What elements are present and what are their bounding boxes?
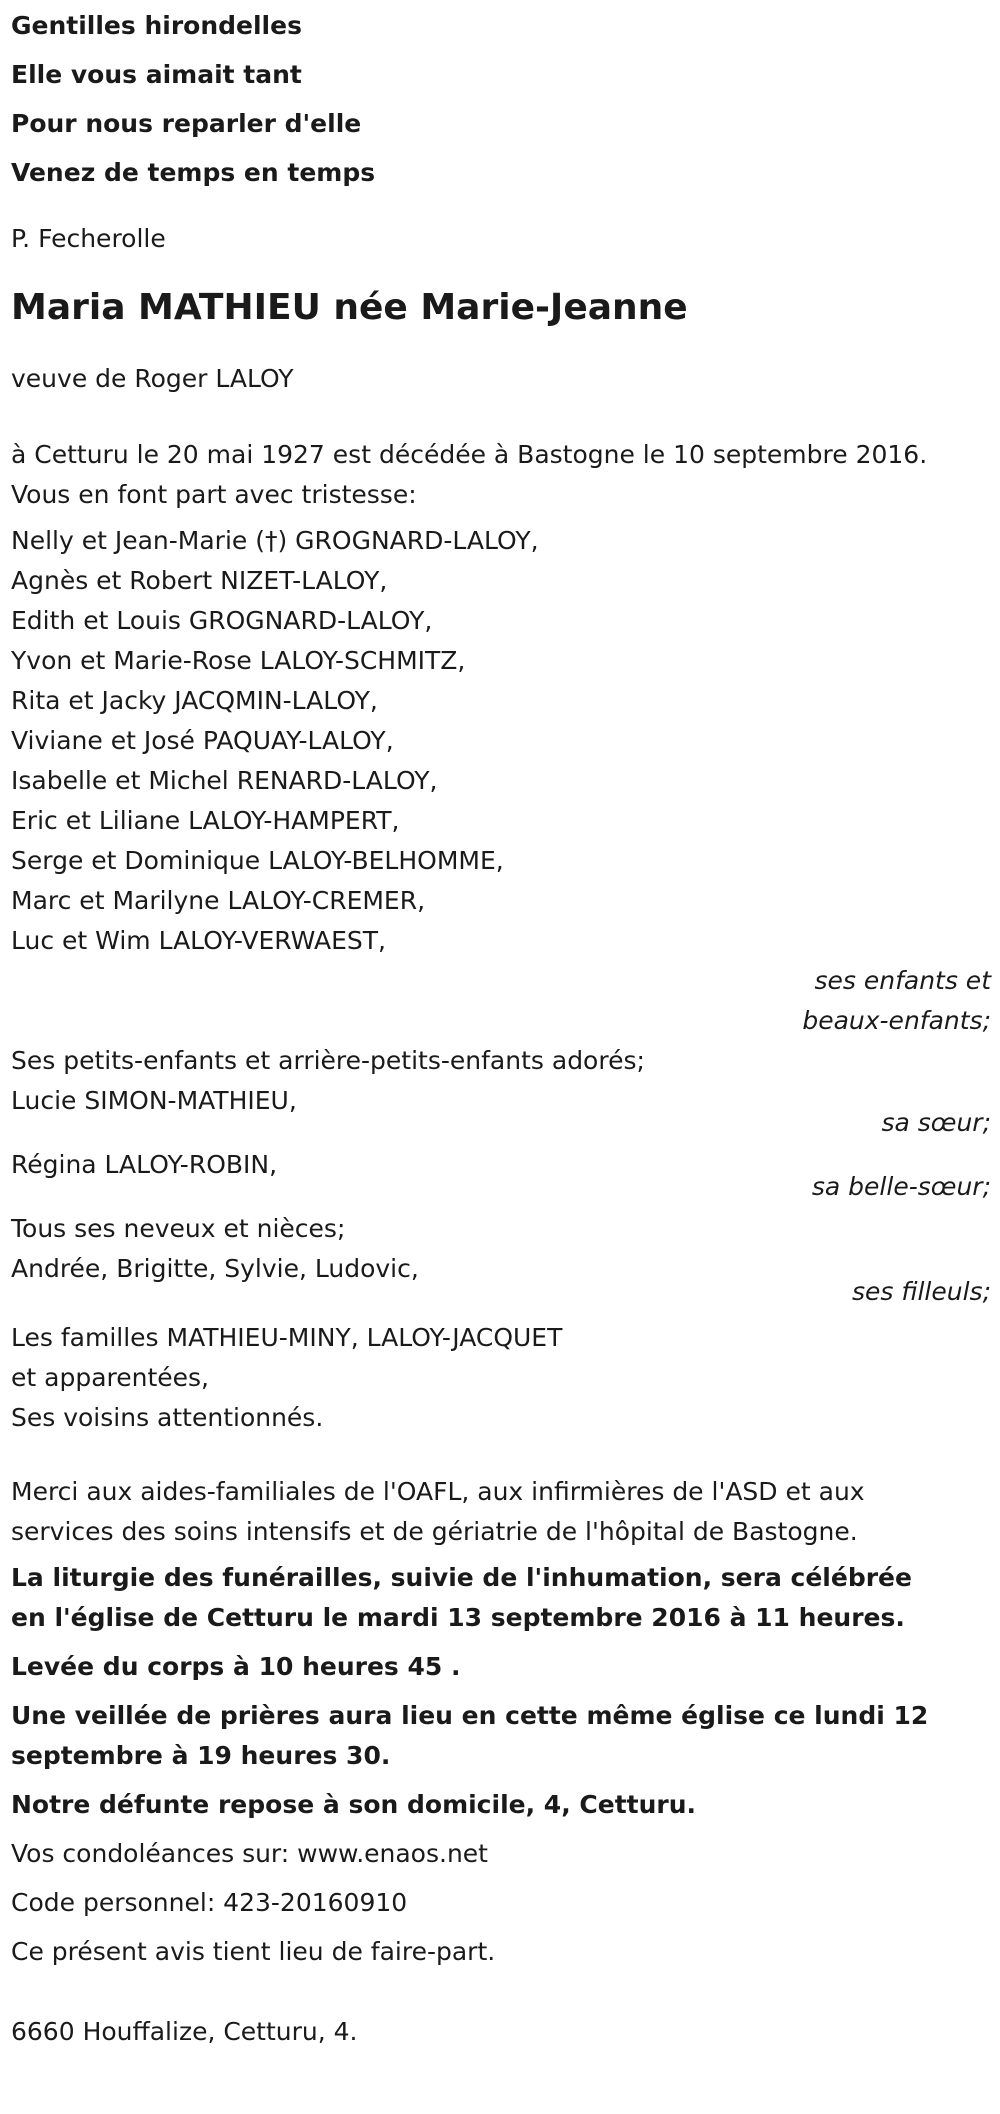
poem-line: Gentilles hirondelles <box>11 11 302 40</box>
poem <box>11 0 1000 197</box>
children-list <box>11 521 1000 961</box>
godchildren-relation: ses filleuls; <box>851 1277 991 1306</box>
levee-info: Levée du corps à 10 heures 45 . <box>11 1652 461 1681</box>
child-couple: Rita et Jacky JACQMIN-LALOY, <box>11 686 378 715</box>
address: 6660 Houffalize, Cetturu, 4. <box>11 2017 358 2046</box>
poem-line: Elle vous aimait tant <box>11 60 302 89</box>
child-couple: Viviane et José PAQUAY-LALOY, <box>11 726 394 755</box>
families-list <box>11 1318 1000 1438</box>
child-couple: Marc et Marilyne LALOY-CREMER, <box>11 886 426 915</box>
child-couple: Luc et Wim LALOY-VERWAEST, <box>11 926 386 955</box>
child-couple: Nelly et Jean-Marie (†) GROGNARD-LALOY, <box>11 526 539 555</box>
child-couple: Edith et Louis GROGNARD-LALOY, <box>11 606 433 635</box>
intro-text: Vous en font part avec tristesse: <box>11 480 417 509</box>
children-relation: ses enfants et <box>814 966 991 995</box>
sister: Lucie SIMON-MATHIEU, <box>11 1086 297 1115</box>
notice-text: Ce présent avis tient lieu de faire-part. <box>11 1937 496 1966</box>
rest-info: Notre défunte repose à son domicile, 4, Cetturu. <box>11 1790 697 1819</box>
thanks-text: Merci aux aides-familiales de l'OAFL, aux infirmières de l'ASD et aux services des soins intensifs et de gériatrie de l'hôpital de Bastogne. <box>11 1477 865 1546</box>
widow-of: veuve de Roger LALOY <box>11 364 294 393</box>
family-line: Les familles MATHIEU-MINY, LALOY-JACQUET <box>11 1323 563 1352</box>
child-couple: Serge et Dominique LALOY-BELHOMME, <box>11 846 504 875</box>
personal-code: Code personnel: 423-20160910 <box>11 1888 408 1917</box>
family-line: Ses voisins attentionnés. <box>11 1403 324 1432</box>
birth-death: à Cetturu le 20 mai 1927 est décédée à Bastogne le 10 septembre 2016. <box>11 440 928 469</box>
godchildren: Andrée, Brigitte, Sylvie, Ludovic, <box>11 1254 419 1283</box>
poem-line: Pour nous reparler d'elle <box>11 109 362 138</box>
child-couple: Isabelle et Michel RENARD-LALOY, <box>11 766 438 795</box>
child-couple: Agnès et Robert NIZET-LALOY, <box>11 566 388 595</box>
grandchildren: Ses petits-enfants et arrière-petits-enfants adorés; <box>11 1046 645 1075</box>
sister-relation: sa sœur; <box>881 1108 991 1137</box>
sister-in-law: Régina LALOY-ROBIN, <box>11 1150 278 1179</box>
poem-author: P. Fecherolle <box>11 224 166 253</box>
family-line: et apparentées, <box>11 1363 209 1392</box>
deceased-name: Maria MATHIEU née Marie-Jeanne <box>11 287 688 328</box>
condolences-info: Vos condoléances sur: www.enaos.net <box>11 1839 488 1868</box>
funeral-info: La liturgie des funérailles, suivie de l'inhumation, sera célébrée en l'église de Cetturu le mardi 13 septembre 2016 à 11 heures. <box>11 1563 912 1632</box>
vigil-info: Une veillée de prières aura lieu en cette même église ce lundi 12 septembre à 19 heures 30. <box>11 1701 929 1770</box>
sister-in-law-relation: sa belle-sœur; <box>811 1172 991 1201</box>
child-couple: Eric et Liliane LALOY-HAMPERT, <box>11 806 400 835</box>
poem-line: Venez de temps en temps <box>11 158 376 187</box>
children-relation: beaux-enfants; <box>802 1006 991 1035</box>
child-couple: Yvon et Marie-Rose LALOY-SCHMITZ, <box>11 646 466 675</box>
nephews-nieces: Tous ses neveux et nièces; <box>11 1214 346 1243</box>
